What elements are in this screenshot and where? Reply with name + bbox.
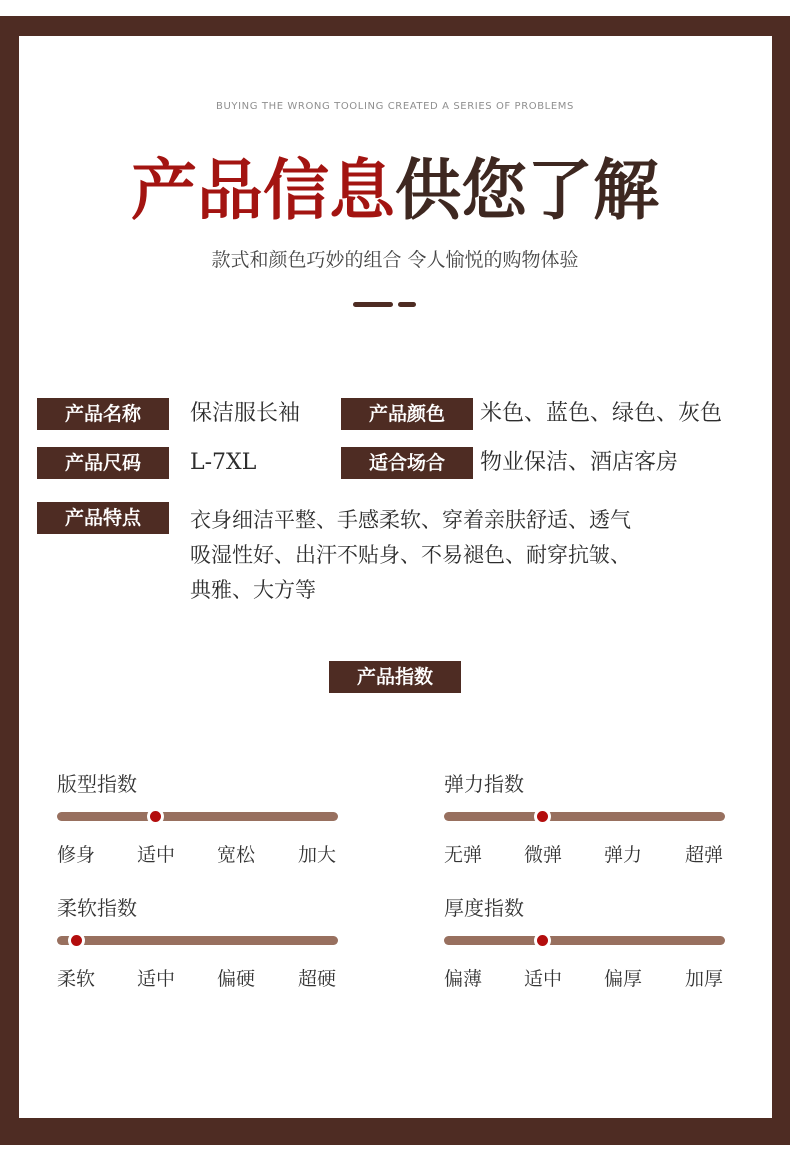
gauge-ticks [57,964,338,988]
gauge-tick-label: 微弹 [524,844,563,866]
product-feature-label: 产品特点 [37,502,169,534]
gauge-tick-label: 宽松 [217,844,256,866]
gauge-tick-label: 偏厚 [604,968,643,990]
gauge-title: 柔软指数 [57,896,137,920]
gauge-title: 版型指数 [57,772,137,796]
gauge-knob [534,808,551,825]
product-name-label: 产品名称 [37,398,169,430]
gauge-title: 厚度指数 [444,896,524,920]
gauge-knob [68,932,85,949]
divider-short [398,302,416,307]
gauge-tick-label: 加大 [298,844,337,866]
gauge-tick-label: 偏薄 [444,968,483,990]
gauge-ticks [57,840,338,864]
feature-line: 典雅、大方等 [190,578,316,602]
page-title [0,150,790,230]
product-color-value: 米色、蓝色、绿色、灰色 [480,401,723,426]
product-name-value: 保洁服长袖 [190,401,301,426]
gauge-tick-label: 无弹 [444,844,483,866]
product-feature-text [190,503,750,608]
elasticity-index-gauge [444,768,725,878]
suitable-scene-value: 物业保洁、酒店客房 [480,450,679,475]
gauge-title: 弹力指数 [444,772,524,796]
tagline: 款式和颜色巧妙的组合 令人愉悦的购物体验 [211,249,579,271]
gauge-track [57,936,338,945]
gauge-tick-label: 适中 [137,968,176,990]
product-index-heading: 产品指数 [329,661,461,693]
gauge-knob [147,808,164,825]
gauge-track [57,812,338,821]
gauge-knob [534,932,551,949]
product-size-value: L-7XL [190,450,257,475]
fit-index-gauge [57,768,338,878]
feature-line: 吸湿性好、出汗不贴身、不易褪色、耐穿抗皱、 [190,543,631,567]
title-red-part: 产品信息 [131,151,395,229]
product-size-label: 产品尺码 [37,447,169,479]
title-dark-part: 供您了解 [395,151,659,229]
english-subtitle: BUYING THE WRONG TOOLING CREATED A SERIES OF PROBLEMS [216,101,574,112]
gauge-track [444,812,725,821]
gauge-track [444,936,725,945]
gauge-ticks [444,840,725,864]
feature-line: 衣身细洁平整、手感柔软、穿着亲肤舒适、透气 [190,508,631,532]
thickness-index-gauge [444,892,725,1002]
gauge-tick-label: 超硬 [298,968,337,990]
gauge-tick-label: 适中 [524,968,563,990]
gauge-ticks [444,964,725,988]
gauge-tick-label: 加厚 [685,968,724,990]
suitable-scene-label: 适合场合 [341,447,473,479]
gauge-tick-label: 修身 [57,844,96,866]
gauge-tick-label: 适中 [137,844,176,866]
product-color-label: 产品颜色 [341,398,473,430]
gauge-tick-label: 偏硬 [217,968,256,990]
divider-long [353,302,393,307]
softness-index-gauge [57,892,338,1002]
gauge-tick-label: 超弹 [685,844,724,866]
gauge-tick-label: 弹力 [604,844,643,866]
gauge-tick-label: 柔软 [57,968,96,990]
